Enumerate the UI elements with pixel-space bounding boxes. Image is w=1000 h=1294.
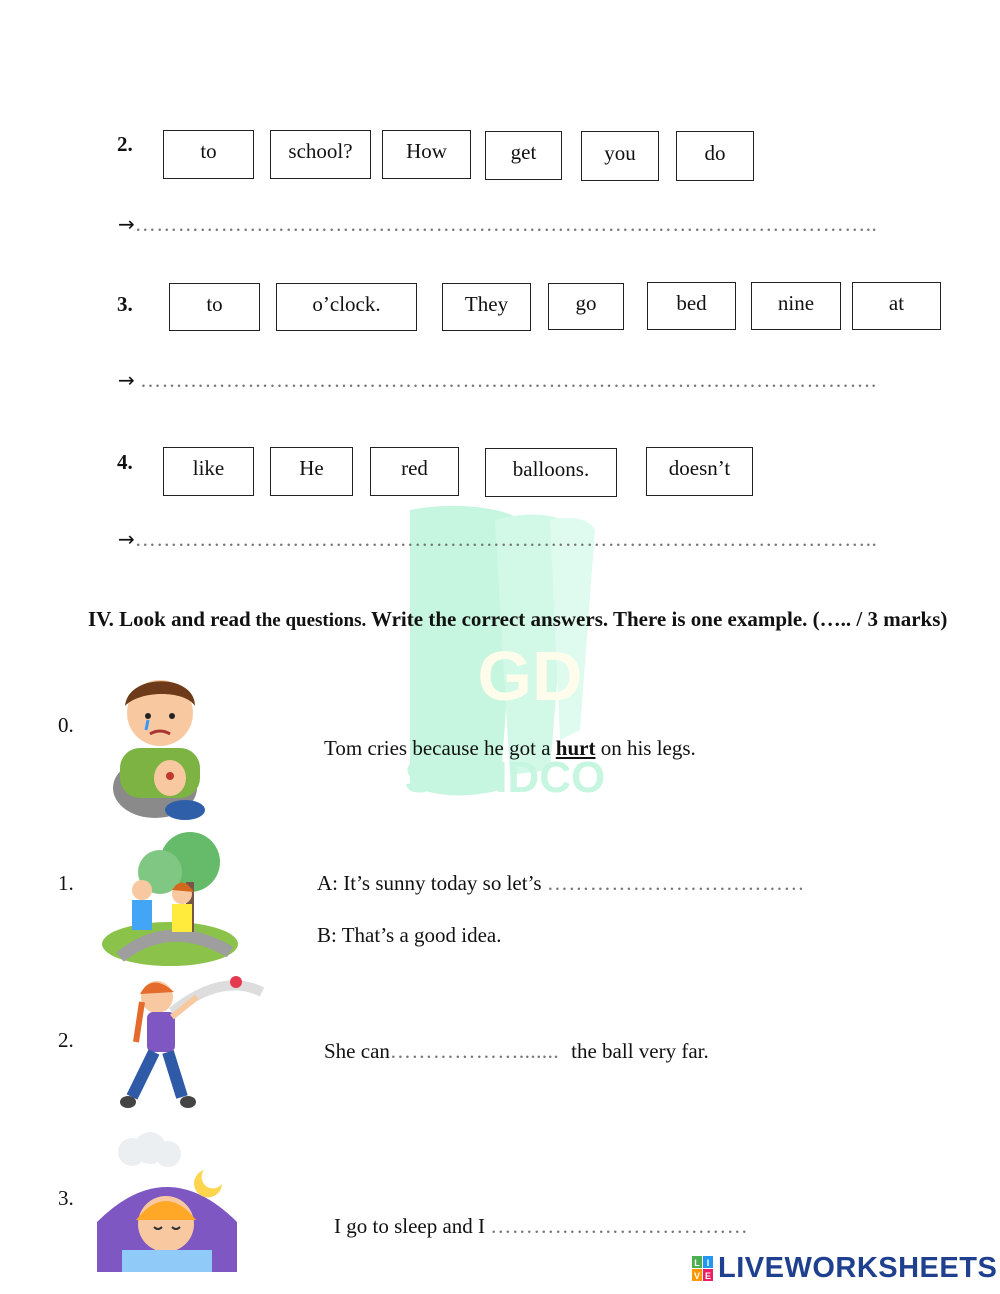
q1-answer-input[interactable] — [547, 871, 827, 896]
girl-throwing-ball-image — [112, 972, 267, 1127]
word-card[interactable]: o’clock. — [276, 283, 417, 331]
word-card[interactable]: balloons. — [485, 448, 617, 497]
section4-heading — [88, 606, 948, 634]
q3b-number: 3. — [58, 1186, 74, 1210]
q2b-answer-input[interactable] — [390, 1039, 566, 1064]
word-card[interactable]: you — [581, 131, 659, 181]
q0-number: 0. — [58, 713, 74, 737]
word-card[interactable]: red — [370, 447, 459, 496]
word-card[interactable]: bed — [647, 282, 736, 330]
word-card[interactable]: at — [852, 282, 941, 330]
word-card[interactable]: He — [270, 447, 353, 496]
word-card[interactable]: school? — [270, 130, 371, 179]
q3-number: 3. — [117, 292, 133, 316]
sleeping-girl-image — [92, 1132, 242, 1277]
q2b-sentence — [324, 1039, 709, 1064]
word-card[interactable]: They — [442, 283, 531, 331]
liveworksheets-logo-icon — [692, 1256, 714, 1282]
q3b-before: I go to sleep and I — [334, 1214, 491, 1238]
heading-part2: the questions. — [250, 610, 371, 631]
q2b-number: 2. — [58, 1028, 74, 1052]
word-card[interactable]: go — [548, 283, 624, 330]
q4-answer-input[interactable] — [135, 527, 905, 552]
liveworksheets-logo-text: LIVEWORKSHEETS — [718, 1252, 998, 1284]
arrow-right-icon: → — [118, 527, 135, 551]
arrow-right-icon: → — [118, 368, 135, 392]
q1-number: 1. — [58, 871, 74, 895]
q3b-sentence — [334, 1214, 780, 1239]
heading-part1: IV. Look and read — [88, 607, 251, 631]
q1-line-a-text: A: It’s sunny today so let’s — [317, 871, 547, 895]
watermark-brand: SEDIDCO — [404, 753, 606, 800]
q3-answer-input[interactable] — [140, 368, 910, 393]
q3b-answer-input[interactable] — [490, 1214, 780, 1239]
liveworksheets-logo[interactable] — [692, 1252, 997, 1285]
word-card[interactable]: do — [676, 131, 754, 181]
q1-line-a — [317, 871, 827, 896]
q2-answer-line — [118, 212, 905, 237]
q2-number: 2. — [117, 132, 133, 156]
watermark-monogram: GD — [477, 637, 583, 715]
word-card[interactable]: How — [382, 130, 471, 179]
arrow-right-icon: → — [118, 212, 135, 236]
word-card[interactable]: to — [163, 130, 254, 179]
q0-after: on his legs. — [595, 736, 696, 760]
word-card[interactable]: like — [163, 447, 254, 496]
q2b-after: the ball very far. — [565, 1039, 709, 1063]
q4-number: 4. — [117, 450, 133, 474]
word-card[interactable]: nine — [751, 282, 841, 330]
q0-before: Tom cries because he got a — [324, 736, 556, 760]
heading-part3: Write the correct answers. There is one example. (….. / 3 marks) — [370, 607, 948, 631]
logo-letter: I — [706, 1257, 710, 1268]
q2b-before: She can — [324, 1039, 390, 1063]
logo-letter: E — [704, 1270, 712, 1281]
q4-answer-line — [118, 527, 905, 552]
word-card[interactable]: get — [485, 131, 562, 180]
word-card[interactable]: doesn’t — [646, 447, 753, 496]
crying-boy-image — [100, 668, 220, 828]
q3-answer-line — [118, 368, 910, 393]
word-card[interactable]: to — [169, 283, 260, 331]
q2-answer-input[interactable] — [135, 212, 905, 237]
logo-letter: V — [693, 1270, 701, 1281]
logo-letter: L — [694, 1257, 700, 1268]
q0-example-answer: hurt — [555, 736, 596, 760]
q0-sentence — [324, 736, 696, 761]
q1-line-b: B: That’s a good idea. — [317, 923, 502, 947]
children-park-image — [100, 832, 240, 972]
